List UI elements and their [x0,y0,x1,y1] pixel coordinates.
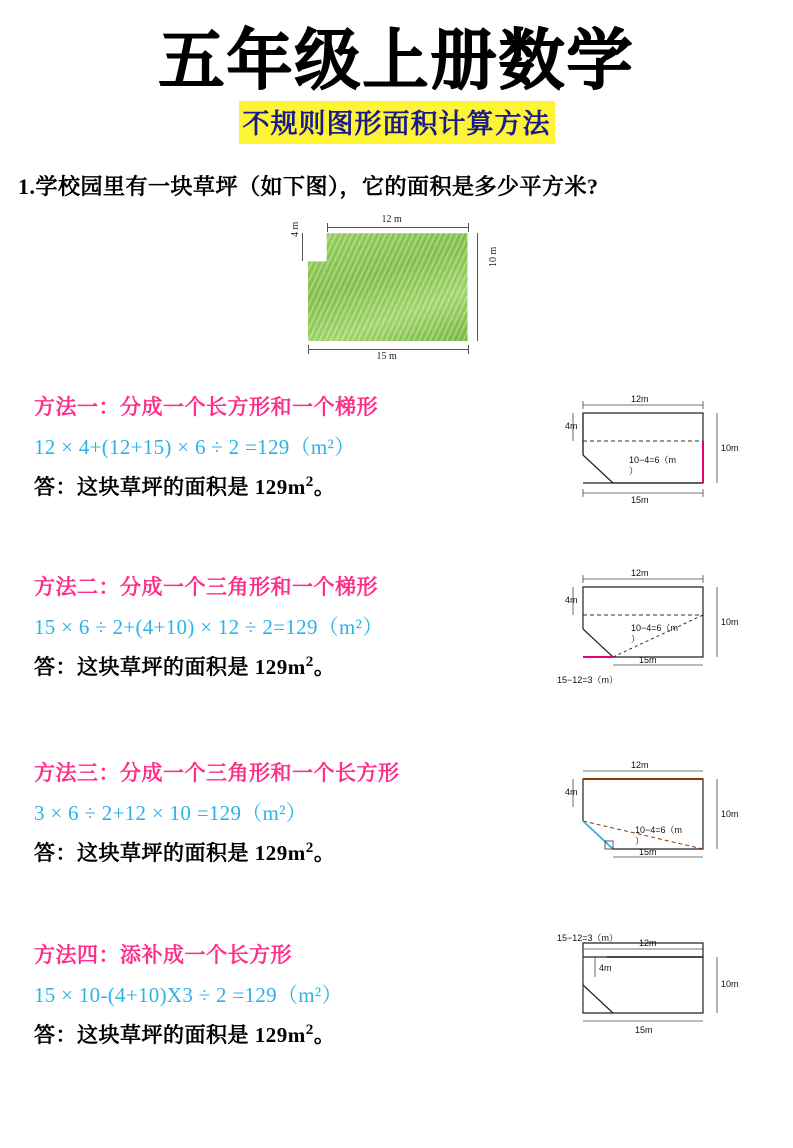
method-2-heading: 方法二：分成一个三角形和一个梯形 [34,575,378,600]
page-subtitle: 不规则图形面积计算方法 [239,101,555,144]
method-3-answer-unit: 2 [305,840,314,857]
method-2-answer-unit: 2 [305,654,314,671]
method-4-answer-suffix: 。 [313,1023,336,1048]
m2-extra-label: 15−12=3（m） [557,675,619,686]
subtitle-container [0,101,793,144]
m1-inner-label: 10−4=6（m [629,455,677,466]
m3-inner-label: 10−4=6（m [635,825,683,836]
method-1-diagram [543,385,773,515]
method-1-svg [543,385,773,505]
top-dim-line [327,227,469,228]
top-dim-tick-left [327,223,328,232]
method-1-answer-suffix: 。 [313,475,336,500]
m3-right-label: 10m [721,809,739,820]
method-2-svg [543,559,773,689]
m2-bottom-label: 15m [639,655,657,666]
method-4-diagram [543,915,773,1045]
m1-top-label: 12m [631,394,649,405]
method-3-answer-text: 答：这块草坪的面积是 129m [34,841,306,866]
m4-right-label: 10m [721,979,739,990]
m3-bottom-label: 15m [639,847,657,858]
method-2-diagram [543,559,773,689]
method-block-2 [0,568,793,691]
m4-bottom-label: 15m [635,1025,653,1036]
right-dim-line [477,233,478,341]
bottom-dim-label: 15 m [376,351,397,363]
m2-inner-label-2: ） [631,634,641,645]
method-4-expression: 15 × 10-(4+10)X3 ÷ 2 =129（m²） [34,983,343,1008]
m1-bottom-label: 15m [631,495,649,506]
bottom-dim-line [308,349,469,350]
right-dim-label: 10 m [487,247,499,268]
method-4-svg [543,915,773,1045]
method-3-svg [543,751,773,876]
question-text: 1.学校园里有一块草坪（如下图），它的面积是多少平方米? [18,174,599,200]
m2-right-label: 10m [721,617,739,628]
m3-left-label: 4m [565,787,578,798]
top-dim-tick-right [468,223,469,232]
method-2-answer-text: 答：这块草坪的面积是 129m [34,655,306,680]
m4-extra-label: 15−12=3（m） [557,933,619,944]
method-block-1 [0,391,793,511]
bottom-dim-tick-right [468,345,469,354]
method-1-expression: 12 × 4+(12+15) × 6 ÷ 2 =129（m²） [34,435,356,460]
method-3-answer-suffix: 。 [313,841,336,866]
method-4-answer-unit: 2 [305,1022,314,1039]
method-1-heading: 方法一：分成一个长方形和一个梯形 [34,395,378,420]
m3-top-label: 12m [631,760,649,771]
m1-left-label: 4m [565,421,578,432]
m3-inner-label-2: ） [635,836,645,847]
top-dim-label: 12 m [381,214,402,226]
grass-figure [272,215,522,365]
method-4-answer-text: 答：这块草坪的面积是 129m [34,1023,306,1048]
method-2-answer-suffix: 。 [313,655,336,680]
grass-image [308,233,468,341]
method-2-expression: 15 × 6 ÷ 2+(4+10) × 12 ÷ 2=129（m²） [34,615,384,640]
method-4-heading: 方法四：添补成一个长方形 [34,943,292,968]
left-dim-label: 4 m [289,222,301,238]
m1-right-label: 10m [721,443,739,454]
method-3-diagram [543,751,773,881]
method-block-3 [0,757,793,877]
m2-top-label: 12m [631,568,649,579]
left-dim-line [302,233,303,261]
worksheet-page [0,22,793,1148]
bottom-dim-tick-left [308,345,309,354]
method-3-heading: 方法三：分成一个三角形和一个长方形 [34,761,400,786]
method-1-answer-text: 答：这块草坪的面积是 129m [34,475,306,500]
m4-left-label: 4m [599,963,612,974]
method-3-expression: 3 × 6 ÷ 2+12 × 10 =129（m²） [34,801,308,826]
m4-top-label: 12m [639,938,657,949]
method-block-4 [0,933,793,1059]
m1-inner-label-2: ） [629,466,639,477]
page-title: 五年级上册数学 [158,22,635,99]
m2-inner-label: 10−4=6（m [631,623,679,634]
m2-left-label: 4m [565,595,578,606]
method-1-answer-unit: 2 [305,474,314,491]
